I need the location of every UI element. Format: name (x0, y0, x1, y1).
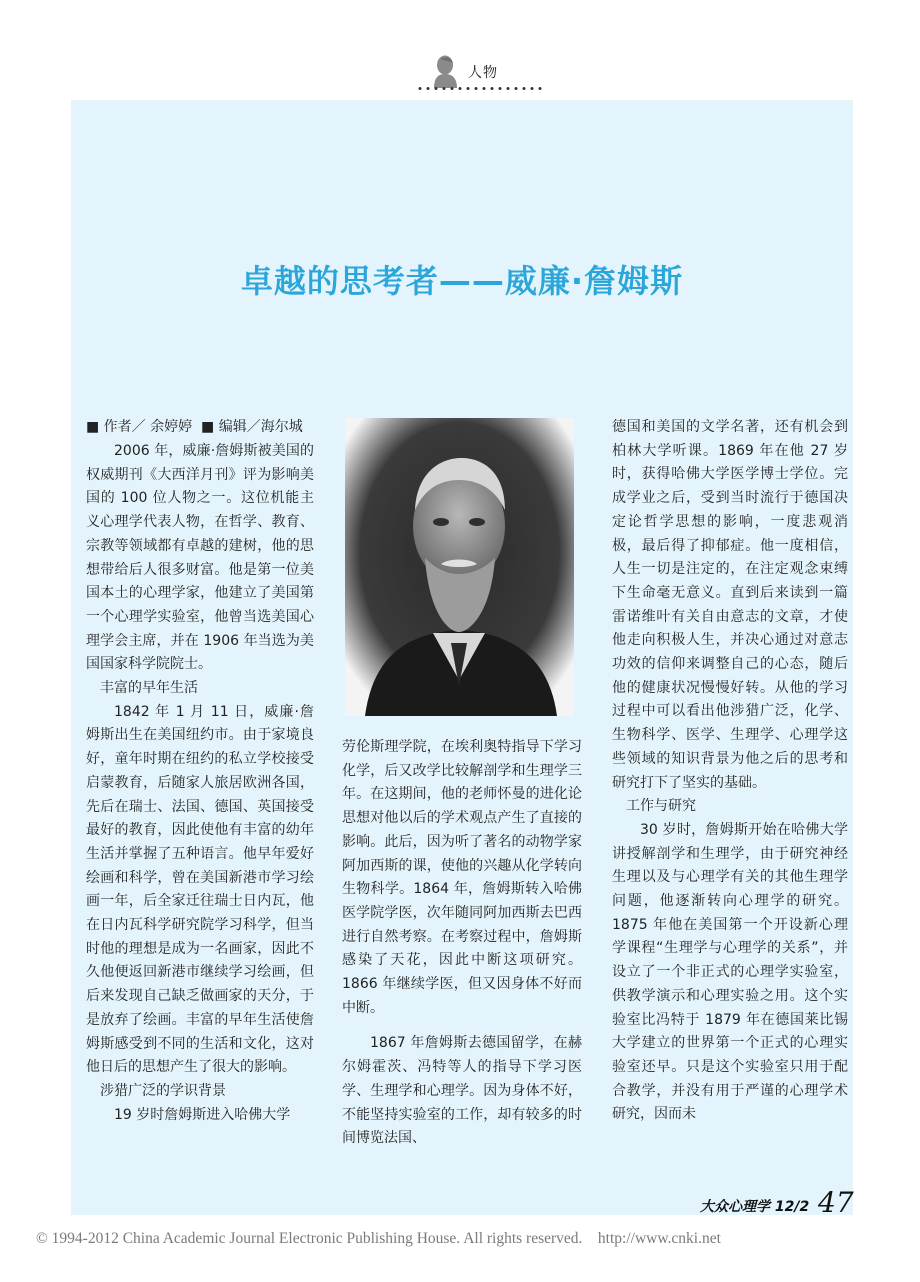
paragraph: 2006 年，威廉·詹姆斯被美国的权威期刊《大西洋月刊》评为影响美国的 100 位人物之一。这位机能主义心理学代表人物，在哲学、教育、宗教等领域都有卓越的建树，他的思想带给后人很多财富。他是第一位美国本土的心理学家，他建立了美国第一个心理学实验室，他曾当选美国心理学会主席，并在 1906 年当选为美国国家科学院院士。 (86, 443, 314, 673)
section-subheading: 丰富的早年生活 (100, 680, 198, 697)
person-silhouette-icon (432, 54, 460, 88)
paragraph: 1842 年 1 月 11 日，威廉·詹姆斯出生在美国纽约市。由于家境良好，童年时期在纽约的私立学校接受启蒙教育，后随家人旅居欧洲各国，先后在瑞士、法国、德国、英国接受最好的教育，因此使他有丰富的幼年生活并掌握了五种语言。他早年爱好绘画和科学，曾在美国新港市学习绘画一年，后全家迁往瑞士日内瓦，他在日内瓦科学研究院学习科学，但当时他的理想是成为一名画家，因此不久他便返回新港市继续学习绘画，但后来发现自己缺乏做画家的天分，于是放弃了绘画。丰富的早年生活使詹姆斯感受到不同的生活和文化，这对他日后的思想产生了很大的影响。 (86, 703, 314, 1076)
section-label: 人物 (468, 65, 498, 81)
journal-name: 大众心理学 12/2 (700, 1199, 810, 1215)
paragraph: 30 岁时，詹姆斯开始在哈佛大学讲授解剖学和生理学，由于研究神经生理以及与心理学有关的其他生理学问题，他逐渐转向心理学的研究。1875 年他在美国第一个开设新心理学课程“生理学与心理学的关系”，并设立了一个非正式的心理学实验室，供教学演示和心理实验之用。这个实验室比冯特于 1879 年在德国莱比锡大学建立的世界第一个正式的心理实验室还早。只是这个实验室只用于配合教学，并没有用于严谨的心理学术研究，因而未 (612, 821, 848, 1123)
section-header (416, 54, 556, 94)
column-1 (86, 440, 314, 1127)
portrait-photo (345, 418, 574, 716)
paragraph: 劳伦斯理学院，在埃利奥特指导下学习化学，后又改学比较解剖学和生理学三年。在这期间，他的老师怀曼的进化论思想对他以后的学术观点产生了直接的影响。此后，因为听了著名的动物学家阿加西斯的课，使他的兴趣从化学转向生物科学。1864 年，詹姆斯转入哈佛医学院学医，次年随同阿加西斯去巴西进行自然考察。在考察过程中，詹姆斯感染了天花，因此中断这项研究。1866 年继续学医，但又因身体不好而中断。 (342, 739, 582, 1016)
paragraph: 德国和美国的文学名著，还有机会到柏林大学听课。1869 年在他 27 岁时，获得哈佛大学医学博士学位。完成学业之后，受到当时流行于德国决定论哲学思想的影响，一度悲观消极，最后得了抑郁症。他一度相信，人生一切是注定的，在注定观念束缚下生命毫无意义。直到后来读到一篇雷诺维叶有关自由意志的文章，才使他走向积极人生，并决心通过对意志功效的信仰来调整自己的心态，随后他的健康状况慢慢好转。从他的学习过程中可以看出他涉猎广泛，化学、生物科学、医学、生理学、心理学这些领域的知识背景为他之后的思考和研究打下了坚实的基础。 (612, 419, 848, 791)
dotted-rule (416, 86, 544, 91)
column-3 (612, 416, 848, 1127)
paragraph: 1867 年詹姆斯去德国留学，在赫尔姆霍茨、冯特等人的指导下学习医学、生理学和心理学。因为身体不好，不能坚持实验室的工作，却有较多的时间博览法国、 (342, 1035, 582, 1147)
section-subheading: 工作与研究 (626, 798, 696, 815)
copyright-notice: © 1994-2012 China Academic Journal Electronic Publishing House. All rights reserved. http://www.cnki.net (36, 1230, 721, 1247)
article-title: 卓越的思考者——威廉·詹姆斯 (240, 262, 684, 300)
page-number: 47 (818, 1186, 854, 1219)
byline: ■ 作者／ 余婷婷 ■ 编辑／海尔城 (86, 419, 303, 435)
section-subheading: 涉猎广泛的学识背景 (100, 1082, 226, 1099)
column-2 (342, 736, 582, 1151)
portrait-image (345, 418, 574, 716)
paragraph: 19 岁时詹姆斯进入哈佛大学 (114, 1106, 291, 1123)
